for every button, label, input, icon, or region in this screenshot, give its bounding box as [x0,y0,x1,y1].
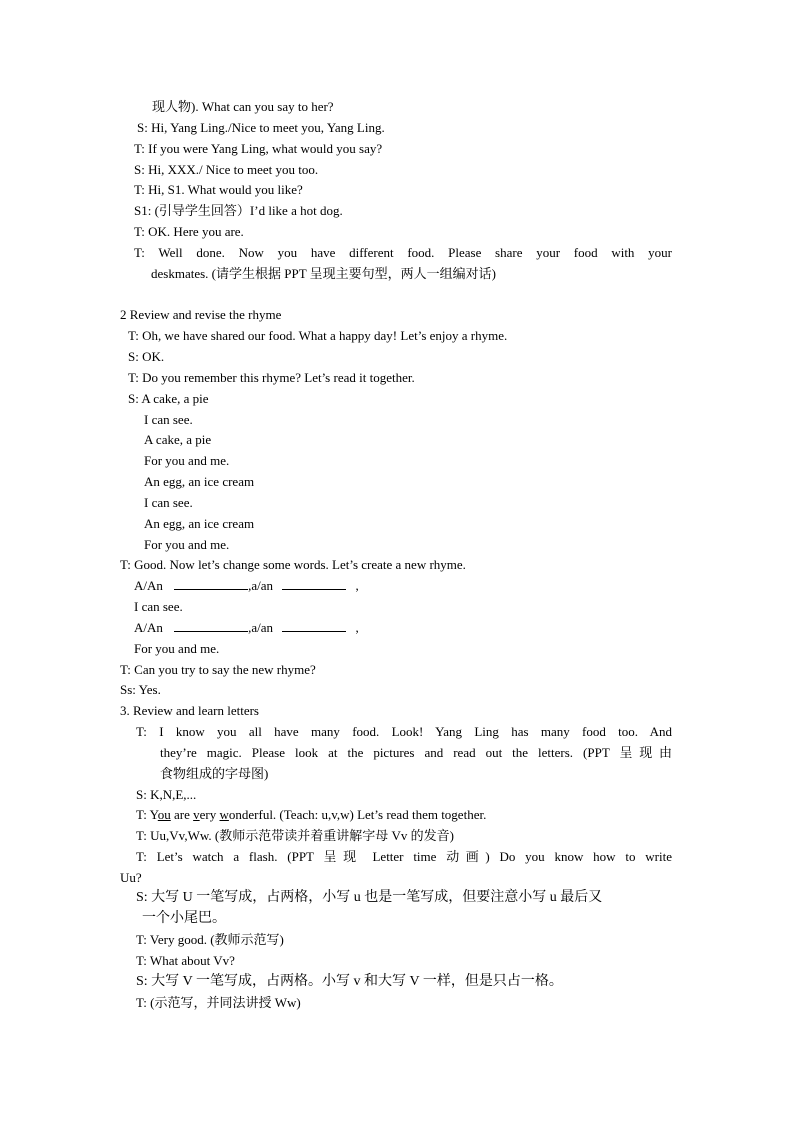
text-line: T: If you were Yang Ling, what would you say? [134,141,383,156]
rhyme-line: An egg, an ice cream [144,516,255,531]
rhyme-line: I can see. [144,495,193,510]
section-heading: 3. Review and learn letters [120,703,259,718]
text-line: T: OK. Here you are. [134,224,244,239]
text-line: T: Very good. (教师示范写) [136,932,284,947]
text-line: For you and me. [134,641,220,656]
blank [174,620,248,632]
text-line: S: Hi, XXX./ Nice to meet you too. [134,162,319,177]
text-line: S: A cake, a pie [128,391,209,406]
text-line: T: Let’s watch a flash. (PPT 呈现 Letter time 动画) Do you know how to write [136,849,672,864]
text-line: T: (示范写，并同法讲授 Ww) [136,995,301,1010]
text-line: T: Uu,Vv,Ww. (教师示范带读并着重讲解字母 Vv 的发音) [136,828,454,843]
text-line: Uu? [120,870,142,885]
blank [282,620,346,632]
text-line: Ss: Yes. [120,682,161,697]
text-line: S: 大写 V 一笔写成，占两格。小写 v 和大写 V 一样，但是只占一格。 [136,974,563,989]
rhyme-line: A cake, a pie [144,432,212,447]
text-line: T: You are very wonderful. (Teach: u,v,w) Let’s read them together. [136,807,487,822]
fill-blank-line: A/An ,a/an , [134,578,359,593]
section-heading: 2 Review and revise the rhyme [120,307,282,322]
rhyme-line: An egg, an ice cream [144,474,255,489]
text-line: 一个小尾巴。 [142,911,226,926]
text-line: T: I know you all have many food. Look! Yang Ling has many food too. And [136,724,672,739]
text-line: T: Can you try to say the new rhyme? [120,662,316,677]
text-line: 食物组成的字母图) [160,766,269,781]
text-line: S: Hi, Yang Ling./Nice to meet you, Yang Ling. [137,120,385,135]
text-line: they’re magic. Please look at the pictures and read out the letters. (PPT 呈现由 [160,745,672,760]
text-line: T: Good. Now let’s change some words. Let’s create a new rhyme. [120,557,466,572]
rhyme-line: For you and me. [144,453,230,468]
blank [282,578,346,590]
text-line: S1: (引导学生回答）I’d like a hot dog. [134,203,343,218]
text-line: S: K,N,E,... [136,787,197,802]
text-line: 现人物). What can you say to her? [152,99,334,114]
text-line: S: 大写 U 一笔写成，占两格，小写 u 也是一笔写成，但要注意小写 u 最后又 [136,890,603,905]
text-line: T: Oh, we have shared our food. What a happy day! Let’s enjoy a rhyme. [128,328,508,343]
text-line: T: Hi, S1. What would you like? [134,182,303,197]
text-line: deskmates. (请学生根据 PPT 呈现主要句型，两人一组编对话) [151,266,496,281]
text-line: T: Do you remember this rhyme? Let’s read it together. [128,370,415,385]
text-line: I can see. [134,599,183,614]
rhyme-line: For you and me. [144,537,230,552]
text-line: T: What about Vv? [136,953,235,968]
fill-blank-line: A/An ,a/an , [134,620,359,635]
rhyme-line: I can see. [144,412,193,427]
blank [174,578,248,590]
text-line: S: OK. [128,349,165,364]
text-line: T: Well done. Now you have different food. Please share your food with your [134,245,672,260]
